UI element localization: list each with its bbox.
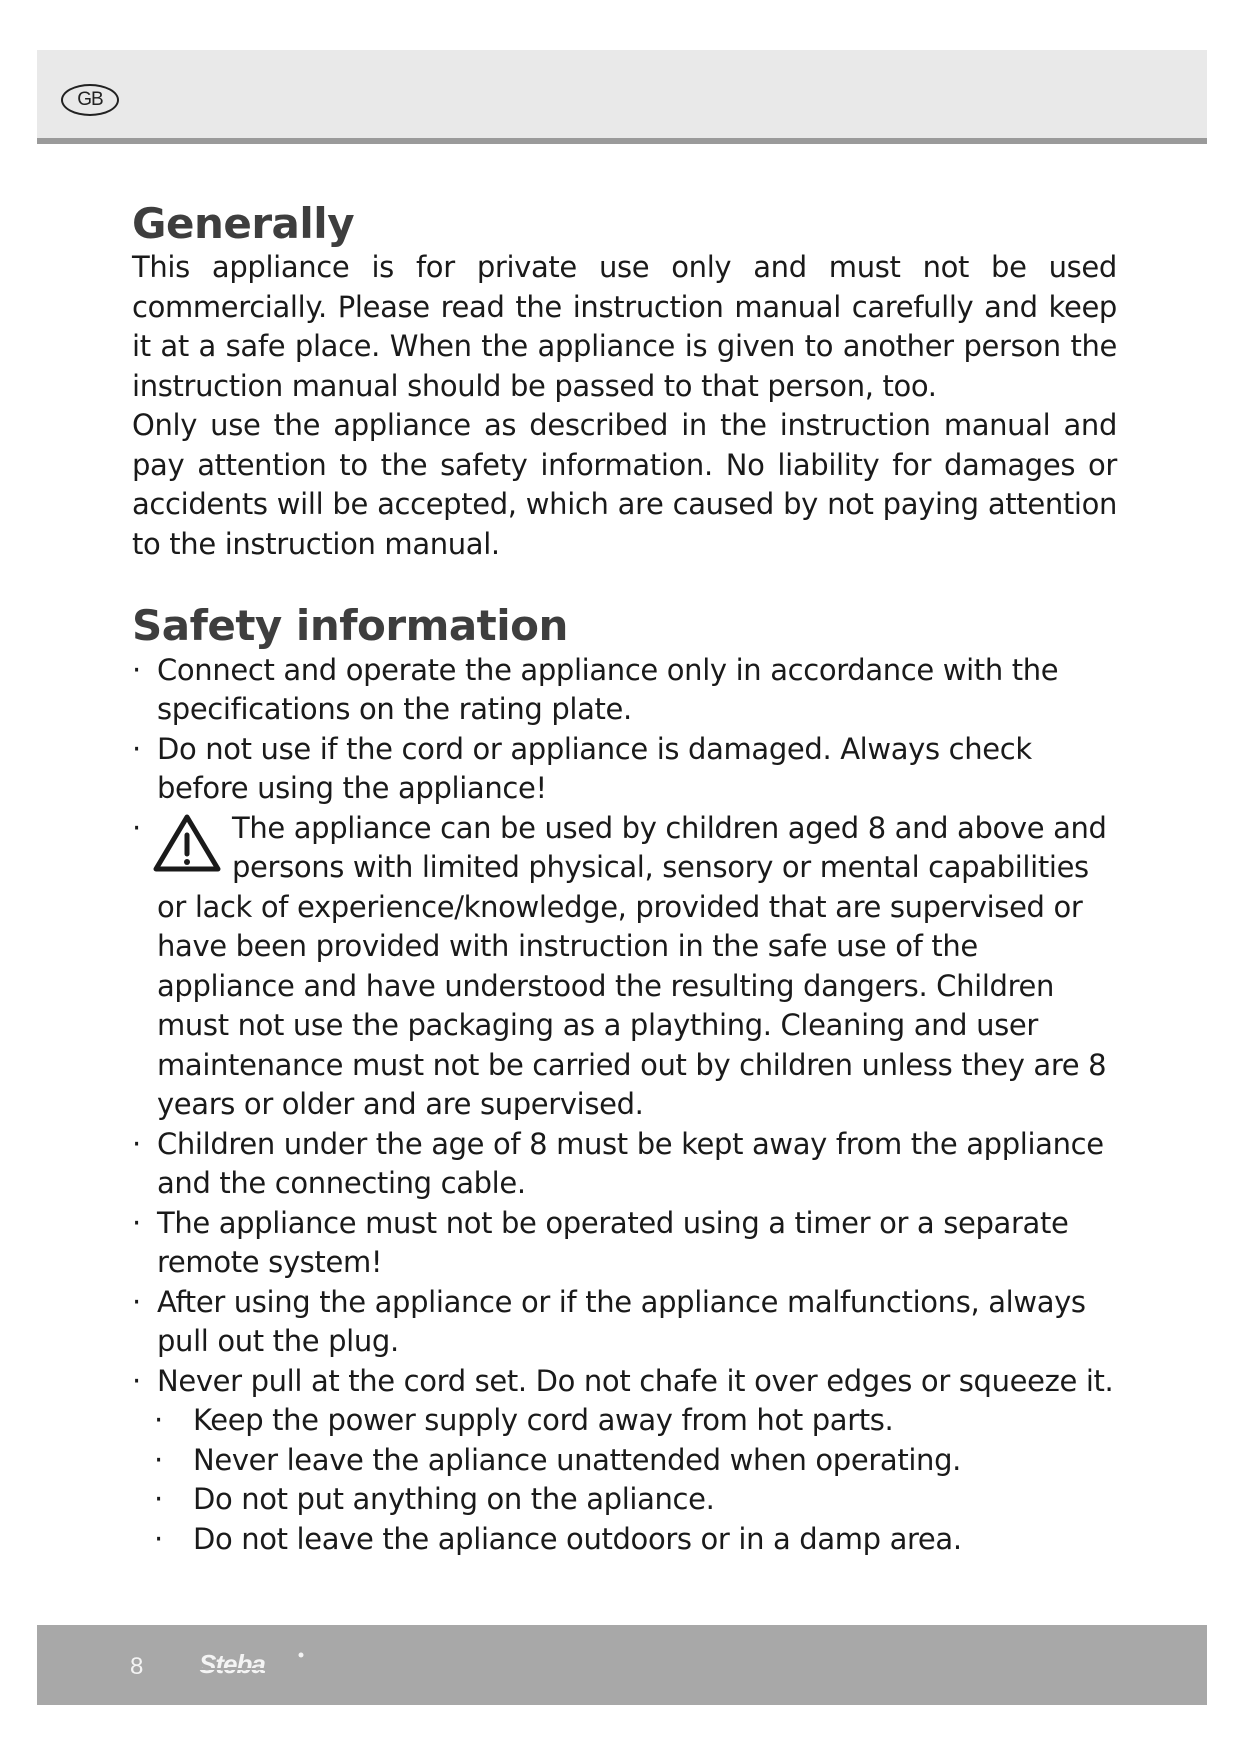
general-paragraph: This appliance is for private use only and must not be used commercially. Please read the instruction manual carefully and keep it at a safe place. When the appliance is given to another person the instruction manual should be passed to that person, too. <box>132 250 1117 403</box>
list-item: · Never pull at the cord set. Do not chafe it over edges or squeeze it. <box>132 1362 1117 1402</box>
warning-triangle-icon <box>152 813 222 875</box>
list-item: · Connect and operate the appliance only in accordance with the specifications on the rating plate. <box>132 652 1059 727</box>
bullet-dot: · <box>132 810 141 845</box>
bullet-dot: · <box>132 1284 141 1319</box>
sub-list-item: · Do not leave the apliance outdoors or in a damp area. <box>132 1520 1117 1560</box>
page-header <box>37 50 1207 144</box>
section-heading-generally: Generally <box>132 199 355 248</box>
bullet-dot: · <box>132 1126 141 1161</box>
list-item: · Children under the age of 8 must be kept away from the appliance and the connecting cable. <box>132 1126 1104 1201</box>
bullet-dot: · <box>154 1403 163 1438</box>
bullet-dot: · <box>154 1521 163 1556</box>
page-content <box>132 200 1117 1559</box>
list-item: · After using the appliance or if the appliance malfunctions, always pull out the plug. <box>132 1284 1086 1359</box>
sub-list-item: · Do not put anything on the apliance. <box>132 1480 1117 1520</box>
general-paragraph: Only use the appliance as described in the instruction manual and pay attention to the safety information. No liability for damages or accidents will be accepted, which are caused by not paying attention to the instruction manual. <box>132 408 1117 561</box>
list-item-warning: · The appliance can be used by children aged 8 and above and persons with limited physical, sensory or mental capabilities or lack of experience/knowledge, provided that are supervised or have been provided with instruction in the safe use of the appliance and have understood the resulting dangers. Children must not use the packaging as a plaything. Cleaning and user maintenance must not be carried out by children unless they are 8 years or older and are supervised. <box>132 810 1107 1122</box>
list-item: · Do not use if the cord or appliance is damaged. Always check before using the appliance! <box>132 731 1032 806</box>
list-item: · The appliance must not be operated using a timer or a separate remote system! <box>132 1205 1069 1280</box>
bullet-dot: · <box>132 731 141 766</box>
section-heading-safety: Safety information <box>132 601 568 651</box>
page-footer <box>37 1625 1207 1705</box>
safety-sub-list <box>132 1401 1117 1559</box>
bullet-dot: · <box>154 1482 163 1517</box>
bullet-dot: · <box>154 1442 163 1477</box>
sub-list-item: · Keep the power supply cord away from hot parts. <box>132 1401 1117 1441</box>
language-badge: GB <box>61 84 119 116</box>
sub-list-item: · Never leave the apliance unattended when operating. <box>132 1441 1117 1481</box>
svg-text:Steba: Steba <box>199 1649 265 1679</box>
bullet-dot: · <box>132 1363 141 1398</box>
bullet-dot: · <box>132 652 141 687</box>
page-number: 8 <box>130 1653 144 1680</box>
bullet-dot: · <box>132 1205 141 1240</box>
steba-logo-icon <box>197 1649 317 1683</box>
safety-list <box>132 651 1117 1402</box>
